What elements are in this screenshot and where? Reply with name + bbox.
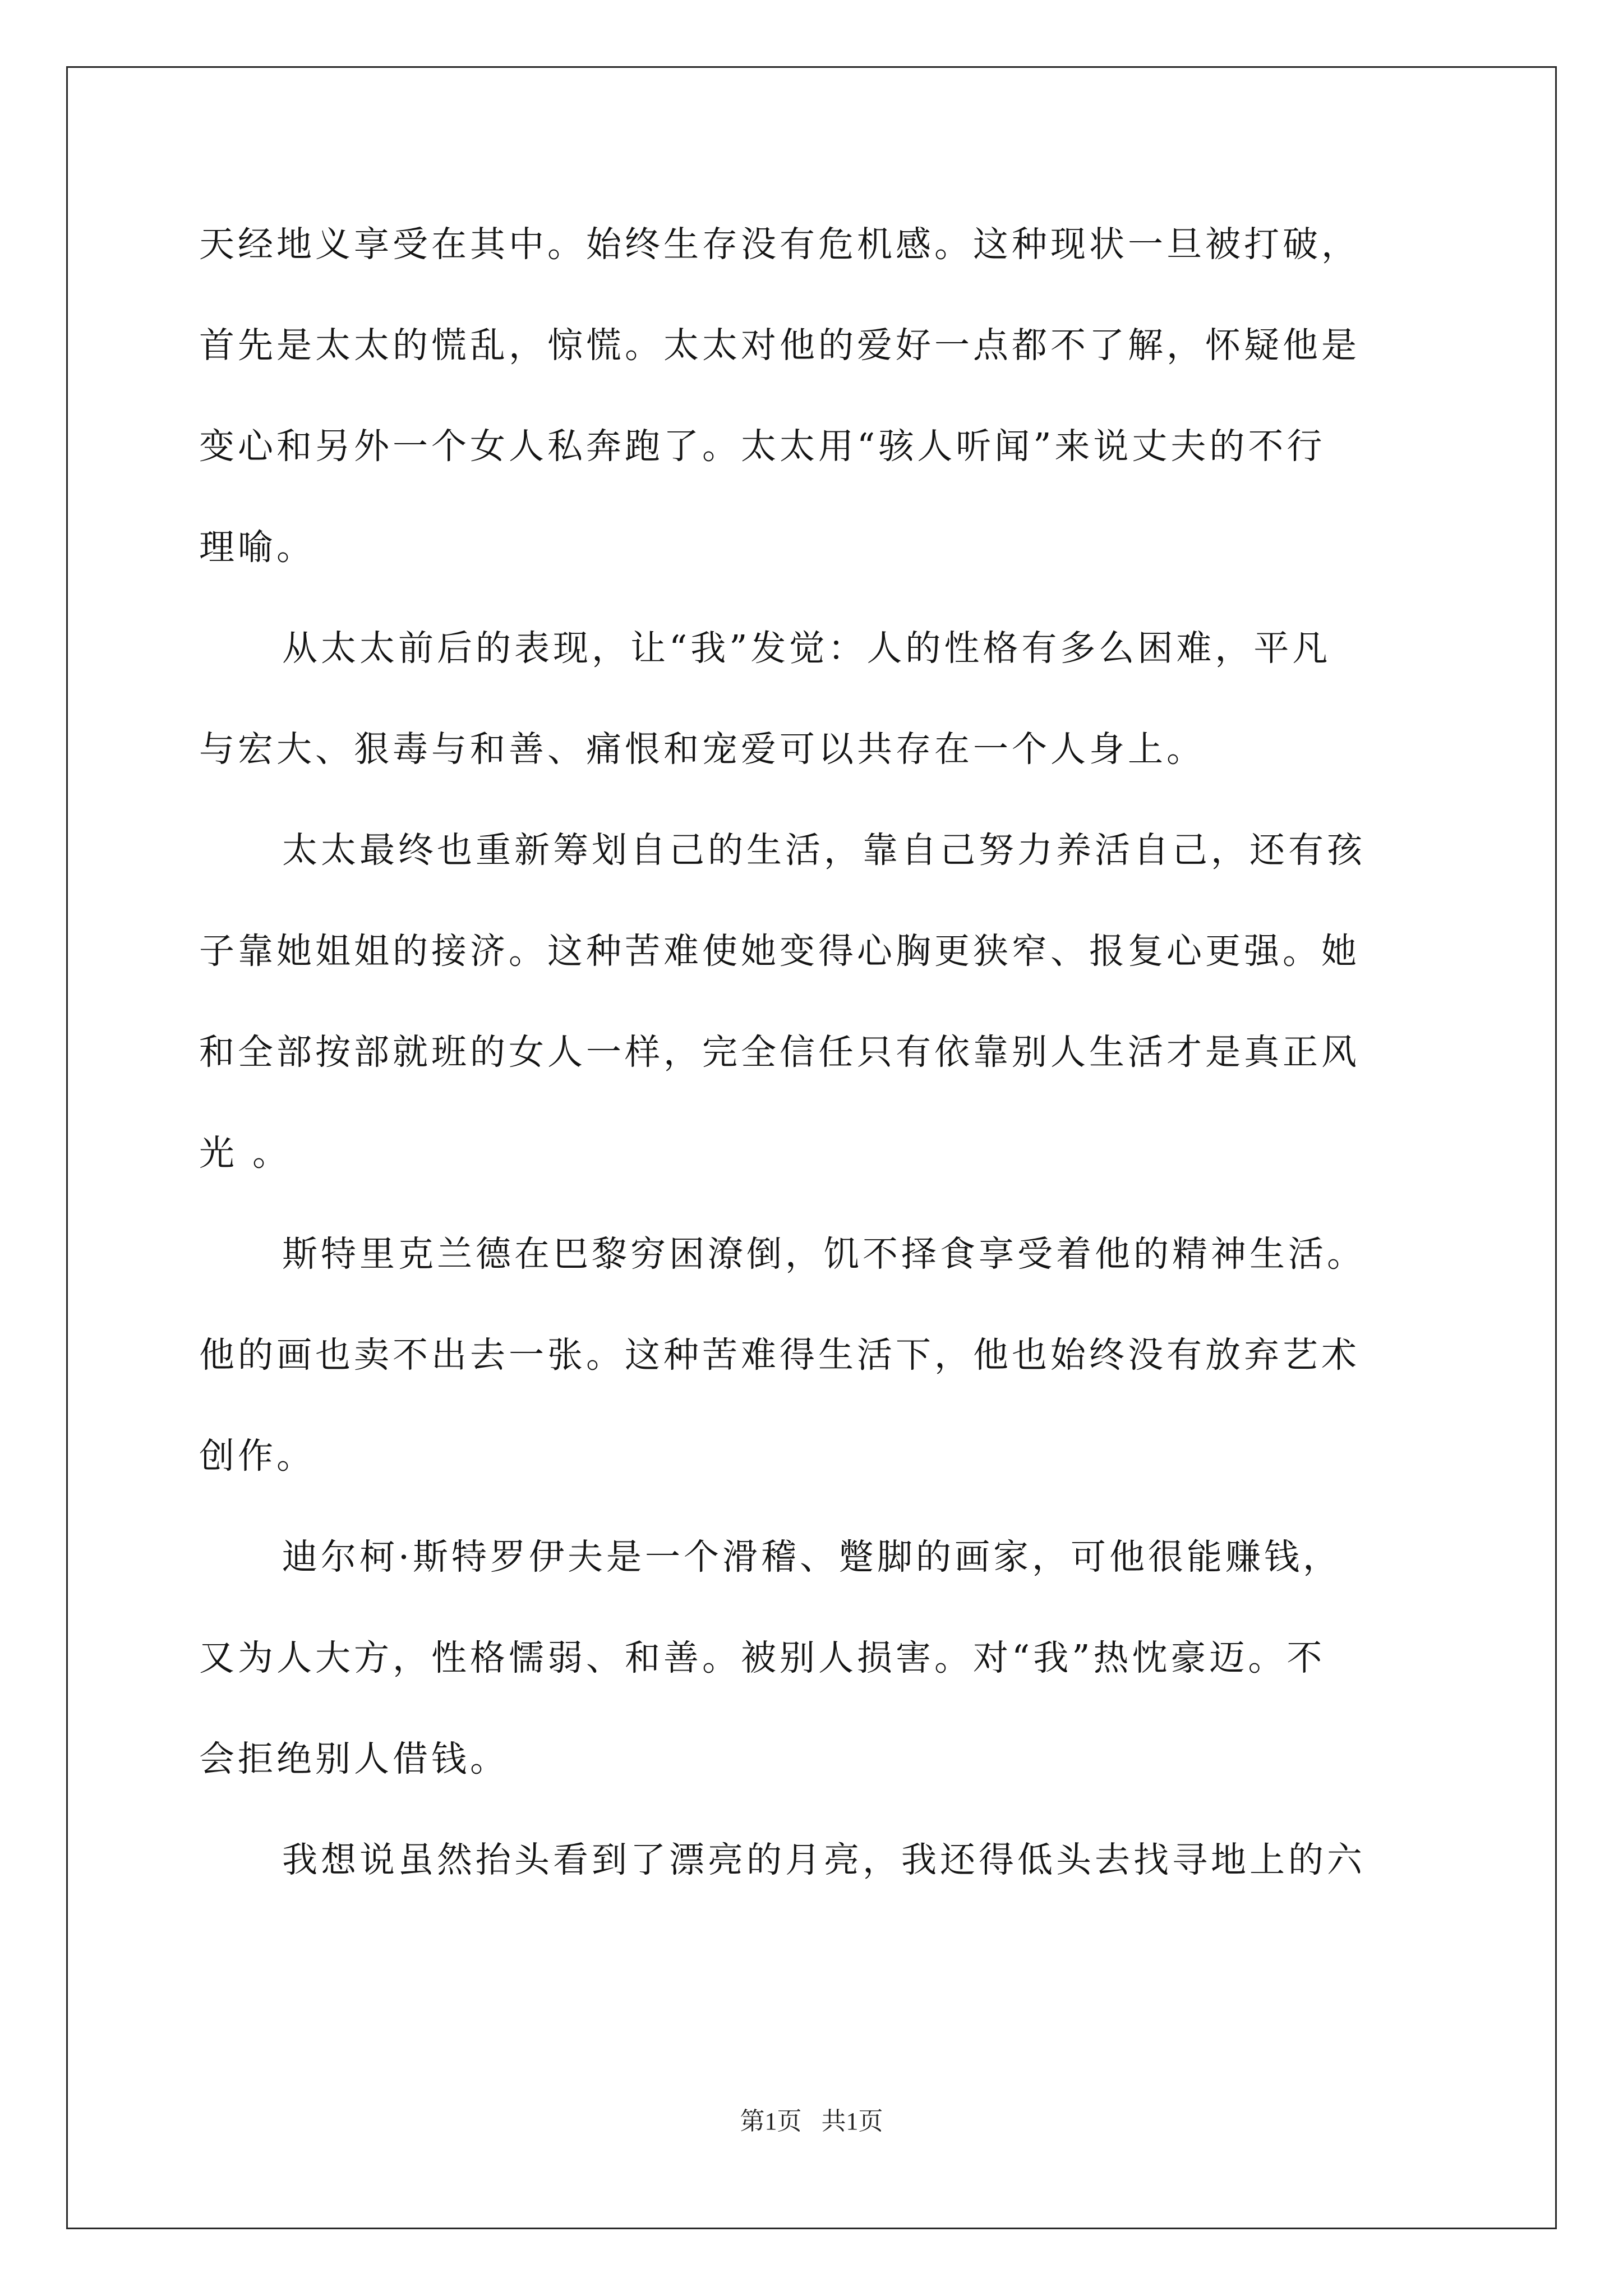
text-line: 与宏大、狠毒与和善、痛恨和宠爱可以共存在一个人身上。 bbox=[199, 729, 1205, 770]
paragraph-start-line: 迪尔柯·斯特罗伊夫是一个滑稽、蹩脚的画家，可他很能赚钱， bbox=[282, 1536, 1342, 1577]
text-line: 又为人大方，性格懦弱、和善。被别人损害。对“我”热忱豪迈。不 bbox=[199, 1637, 1326, 1678]
page-footer bbox=[0, 2101, 1623, 2137]
page-number-current: 第1页 bbox=[740, 2108, 802, 2135]
text-line: 光 。 bbox=[199, 1133, 292, 1174]
text-line: 理喻。 bbox=[199, 527, 315, 568]
text-line: 首先是太太的慌乱，惊慌。太太对他的爱好一点都不了解，怀疑他是 bbox=[199, 325, 1360, 366]
text-line: 子靠她姐姐的接济。这种苦难使她变得心胸更狭窄、报复心更强。她 bbox=[199, 931, 1360, 972]
text-line: 会拒绝别人借钱。 bbox=[199, 1738, 509, 1779]
page-number-total: 共1页 bbox=[821, 2108, 883, 2135]
text-line: 和全部按部就班的女人一样，完全信任只有依靠别人生活才是真正风 bbox=[199, 1032, 1360, 1073]
document-body bbox=[199, 194, 1433, 1911]
paragraph-start-line: 从太太前后的表现，让“我”发觉：人的性格有多么困难，平凡 bbox=[282, 628, 1331, 669]
text-line: 天经地义享受在其中。始终生存没有危机感。这种现状一旦被打破， bbox=[199, 224, 1360, 265]
paragraph-start-line: 太太最终也重新筹划自己的生活，靠自己努力养活自己，还有孩 bbox=[282, 830, 1366, 871]
text-line: 变心和另外一个女人私奔跑了。太太用“骇人听闻”来说丈夫的不行 bbox=[199, 426, 1326, 467]
text-line: 他的画也卖不出去一张。这种苦难得生活下，他也始终没有放弃艺术 bbox=[199, 1335, 1360, 1375]
paragraph-start-line: 斯特里克兰德在巴黎穷困潦倒，饥不择食享受着他的精神生活。 bbox=[282, 1234, 1366, 1274]
text-line: 创作。 bbox=[199, 1435, 315, 1476]
paragraph-start-line: 我想说虽然抬头看到了漂亮的月亮，我还得低头去找寻地上的六 bbox=[282, 1839, 1366, 1880]
